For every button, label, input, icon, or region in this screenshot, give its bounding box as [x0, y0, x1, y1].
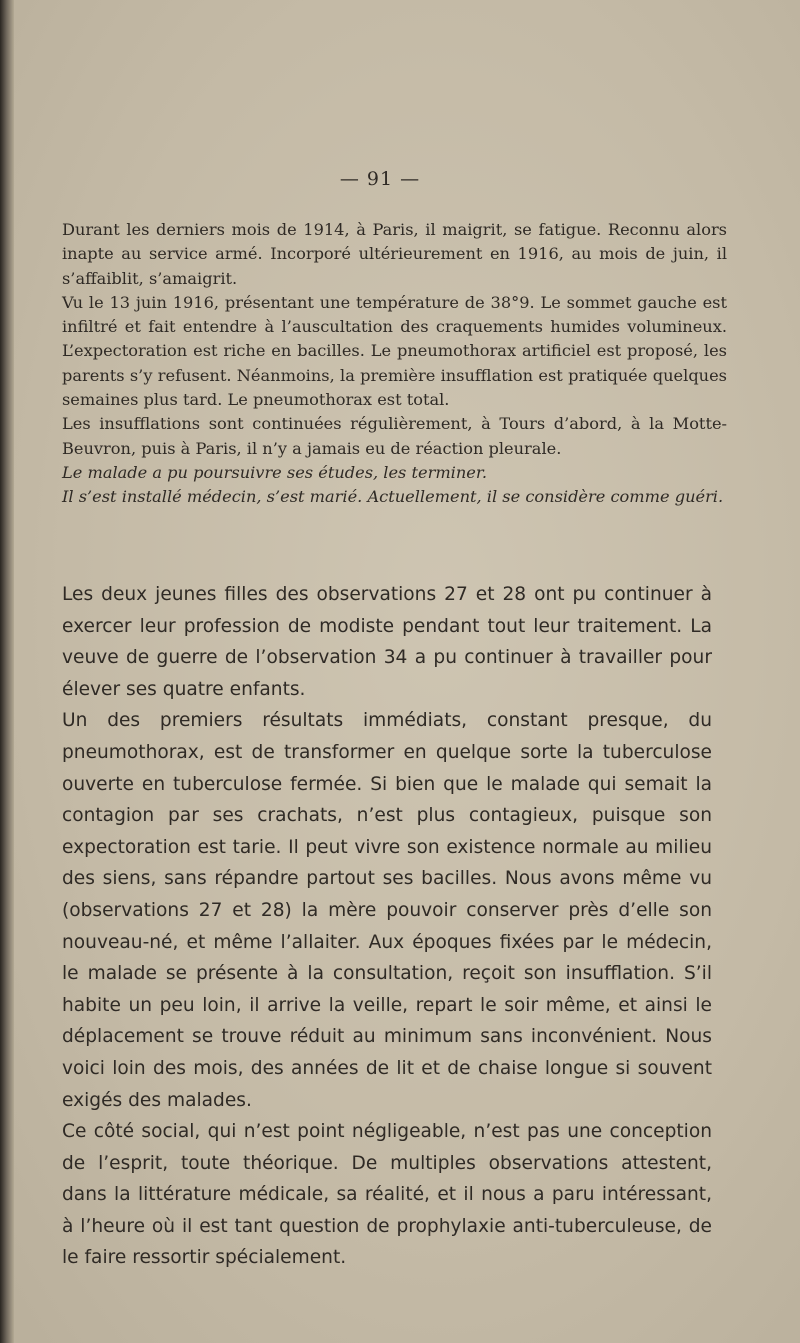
case-paragraph: Durant les derniers mois de 1914, à Paris, il maigrit, se fatigue. Reconnu alors inapte au service armé. Incorporé ultérieurement en 1916, au mois de juin, il s’affaiblit, s’amaigrit. [62, 220, 727, 288]
case-paragraph: Il s’est installé médecin, s’est marié. Actuellement, il se considère comme guéri. [62, 487, 724, 507]
main-text-block [62, 579, 712, 1274]
body-paragraph: Les deux jeunes filles des observations 27 et 28 ont pu continuer à exercer leur profession de modiste pendant tout leur traitement. La veuve de guerre de l’observation 34 a pu continuer à travailler pour élever ses quatre enfants. [62, 584, 712, 700]
case-observation-block [62, 218, 727, 510]
binding-edge [0, 0, 14, 1343]
case-paragraph: Le malade a pu poursuivre ses études, les terminer. [62, 462, 487, 482]
case-paragraph: Les insufflations sont continuées régulièrement, à Tours d’abord, à la Motte-Beuvron, puis à Paris, il n’y a jamais eu de réaction pleurale. [62, 414, 727, 458]
case-paragraph: Vu le 13 juin 1916, présentant une température de 38°9. Le sommet gauche est infiltré et fait entendre à l’auscultation des craquements humides volumineux. L’expectoration est riche en bacilles. Le pneumothorax artificiel est proposé, les parents s’y refusent. Néanmoins, la première insufflation est pratiquée quelques semaines plus tard. Le pneumothorax est total. [62, 292, 727, 410]
page-number: — 91 — [339, 168, 421, 190]
body-paragraph: Un des premiers résultats immédiats, constant presque, du pneumothorax, est de transformer en quelque sorte la tuberculose ouverte en tuberculose fermée. Si bien que le malade qui semait la contagion par ses crachats, n’est plus contagieux, puisque son expectoration est tarie. Il peut vivre son existence normale au milieu des siens, sans répandre partout ses bacilles. Nous avons même vu (observations 27 et 28) la mère pouvoir conserver près d’elle son nouveau-né, et même l’allaiter. Aux époques fixées par le médecin, le malade se présente à la consultation, reçoit son insufflation. S’il habite un peu loin, il arrive la veille, repart le soir même, et ainsi le déplacement se trouve réduit au minimum sans inconvénient. Nous voici loin des mois, des années de lit et de chaise longue si souvent exigés des malades. [62, 710, 712, 1111]
body-paragraph: Ce côté social, qui n’est point négligeable, n’est pas une conception de l’esprit, toute théorique. De multiples observations attestent, dans la littérature médicale, sa réalité, et il nous a paru intéressant, à l’heure où il est tant question de prophylaxie anti-tuberculeuse, de le faire ressortir spécialement. [62, 1121, 712, 1269]
